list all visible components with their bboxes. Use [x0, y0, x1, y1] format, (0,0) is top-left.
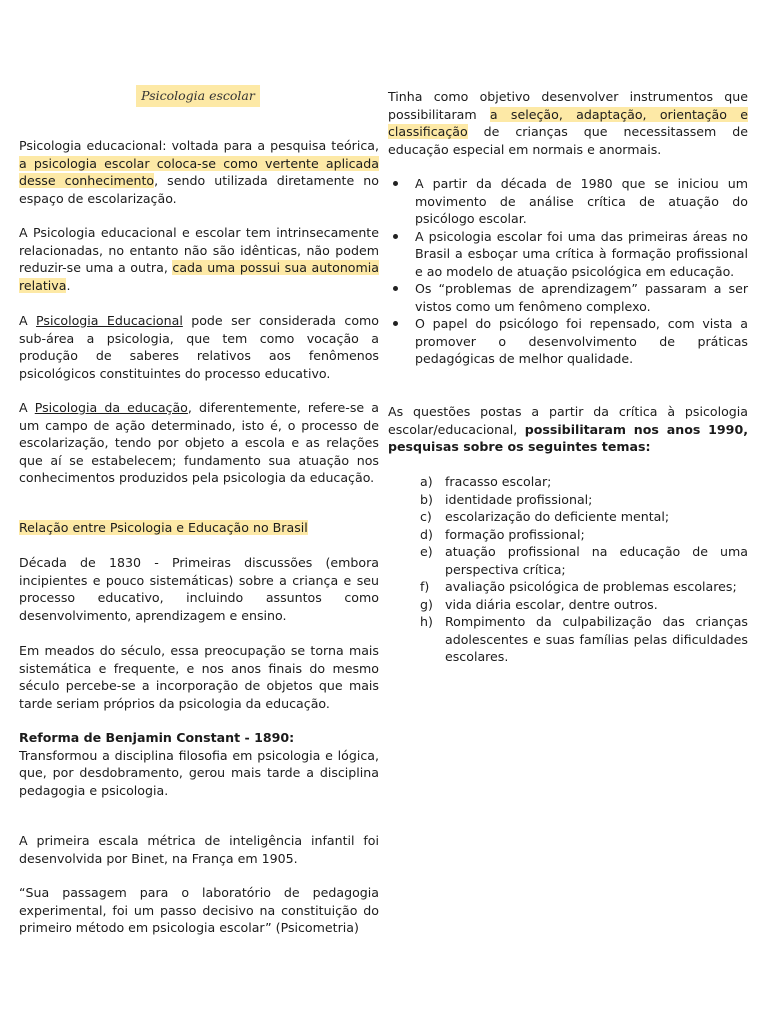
- text-segment: A Psicologia educacional e escolar tem intrinsecamente relacionadas, no entanto não são idênticas, não podem reduzir-se uma a outra,: [19, 225, 379, 275]
- list-marker: d): [420, 526, 433, 542]
- list-item-text: vida diária escolar, dentre outros.: [445, 596, 658, 612]
- text-segment: , sendo utilizada diretamente no espaço de escolarização.: [19, 173, 379, 206]
- list-item: [420, 578, 748, 596]
- text-segment: , diferentemente, refere-se a um campo de ação determinado, isto é, o processo de escolarização, tendo por objeto a escola e as relações que aí se estabelecem; fundamento sua atuação nos conhecimentos produzidos pela psicologia da educação.: [19, 400, 379, 485]
- paragraph-decada-1830: Década de 1830 - Primeiras discussões (embora incipientes e pouco sistemáticas) sobre a criança e seu processo educativo, incluindo assuntos como desenvolvimento, aprendizagem e ensino.: [19, 555, 379, 623]
- text-segment: A: [19, 400, 35, 415]
- list-item-text: escolarização do deficiente mental;: [445, 509, 670, 524]
- list-item: [420, 491, 748, 509]
- list-item-text: formação profissional;: [445, 526, 585, 542]
- list-marker: b): [420, 491, 433, 507]
- text-segment: .: [66, 277, 71, 293]
- highlighted-text: a seleção, adaptação, orientação e classificação: [388, 106, 748, 139]
- paragraph-meados-do-seculo: Em meados do século, essa preocupação se torna mais sistemática e frequente, e nos anos finais do mesmo século percebe-se a incorporação de objetos que mais tarde seriam próprios da psicologia da educação.: [19, 643, 379, 711]
- text-segment: A: [19, 313, 37, 328]
- reforma-block: [19, 729, 379, 799]
- list-marker: h): [420, 614, 433, 629]
- reforma-text: Transformou a disciplina filosofia em psicologia e lógica, que, por desdobramento, gerou mais tarde a disciplina pedagogia e psicologia.: [19, 747, 379, 798]
- text-segment: pode ser considerada como sub-área a psicologia, que tem como vocação a produção de saberes relativos aos fenômenos psicológicos constituintes do processo educativo.: [19, 313, 379, 381]
- paragraph-relacao-educacional-escolar: [19, 224, 379, 294]
- highlighted-text: cada uma possui sua autonomia relativa: [19, 260, 379, 293]
- reforma-title: Reforma de Benjamin Constant - 1890:: [19, 730, 295, 745]
- list-item: [420, 596, 748, 614]
- text-segment: Psicologia educacional: voltada para a pesquisa teórica,: [19, 138, 379, 153]
- list-marker: f): [420, 579, 430, 594]
- paragraph-psicologia-educacional-def: [19, 312, 379, 382]
- list-item: [420, 543, 748, 578]
- highlighted-heading: Relação entre Psicologia e Educação no Brasil: [19, 520, 308, 535]
- underlined-term: Psicologia da educação: [34, 400, 188, 415]
- list-item: [420, 613, 748, 666]
- bold-text: possibilitaram nos anos 1990, pesquisas sobre os seguintes temas:: [388, 421, 748, 454]
- text-segment: Tinha como objetivo desenvolver instrumentos que possibilitaram: [388, 89, 748, 122]
- topics-list: [420, 473, 748, 666]
- list-item-text: fracasso escolar;: [445, 474, 552, 489]
- list-marker: g): [420, 596, 433, 612]
- list-item: [420, 526, 748, 544]
- paragraph-questoes: [388, 403, 748, 456]
- list-item-text: avaliação psicológica de problemas escolares;: [445, 579, 737, 594]
- list-item: A psicologia escolar foi uma das primeiras áreas no Brasil a esboçar uma crítica à formação profissional e ao modelo de atuação psicológica em educação.: [388, 228, 748, 281]
- paragraph-psicologia-da-educacao: [19, 399, 379, 487]
- list-marker: c): [420, 509, 432, 524]
- list-item: A partir da década de 1980 que se iniciou um movimento de análise crítica de atuação do psicólogo escolar.: [388, 175, 748, 228]
- list-item-text: identidade profissional;: [445, 491, 593, 507]
- paragraph-objetivo: [388, 88, 748, 158]
- text-segment: As questões postas a partir da crítica à psicologia escolar/educacional,: [388, 404, 748, 437]
- list-item: [420, 508, 748, 526]
- paragraph-psicologia-educacional: [19, 137, 379, 207]
- text-segment: de crianças que necessitassem de educação especial em normais e anormais.: [388, 124, 748, 157]
- list-marker: a): [420, 474, 433, 489]
- list-item: Os “problemas de aprendizagem” passaram a ser vistos como um fenômeno complexo.: [388, 280, 748, 315]
- list-item-text: Rompimento da culpabilização das crianças adolescentes e suas famílias pelas dificuldades escolares.: [445, 614, 748, 664]
- list-marker: e): [420, 544, 433, 559]
- list-item-text: atuação profissional na educação de uma perspectiva crítica;: [445, 544, 748, 577]
- section-heading-brasil: [19, 519, 379, 537]
- list-item: O papel do psicólogo foi repensado, com vista a promover o desenvolvimento de práticas pedagógicas de melhor qualidade.: [388, 315, 748, 368]
- paragraph-citacao-psicometria: “Sua passagem para o laboratório de pedagogia experimental, foi um passo decisivo na constituição do primeiro método em psicologia escolar” (Psicometria): [19, 885, 379, 935]
- paragraph-escala-binet: A primeira escala métrica de inteligência infantil foi desenvolvida por Binet, na França em 1905.: [19, 833, 379, 866]
- highlighted-text: a psicologia escolar coloca-se como vertente aplicada desse conhecimento: [19, 155, 379, 188]
- page-title: Psicologia escolar: [136, 85, 260, 107]
- list-item: [420, 473, 748, 491]
- bullet-list: [388, 175, 748, 368]
- underlined-term: Psicologia Educacional: [36, 313, 183, 328]
